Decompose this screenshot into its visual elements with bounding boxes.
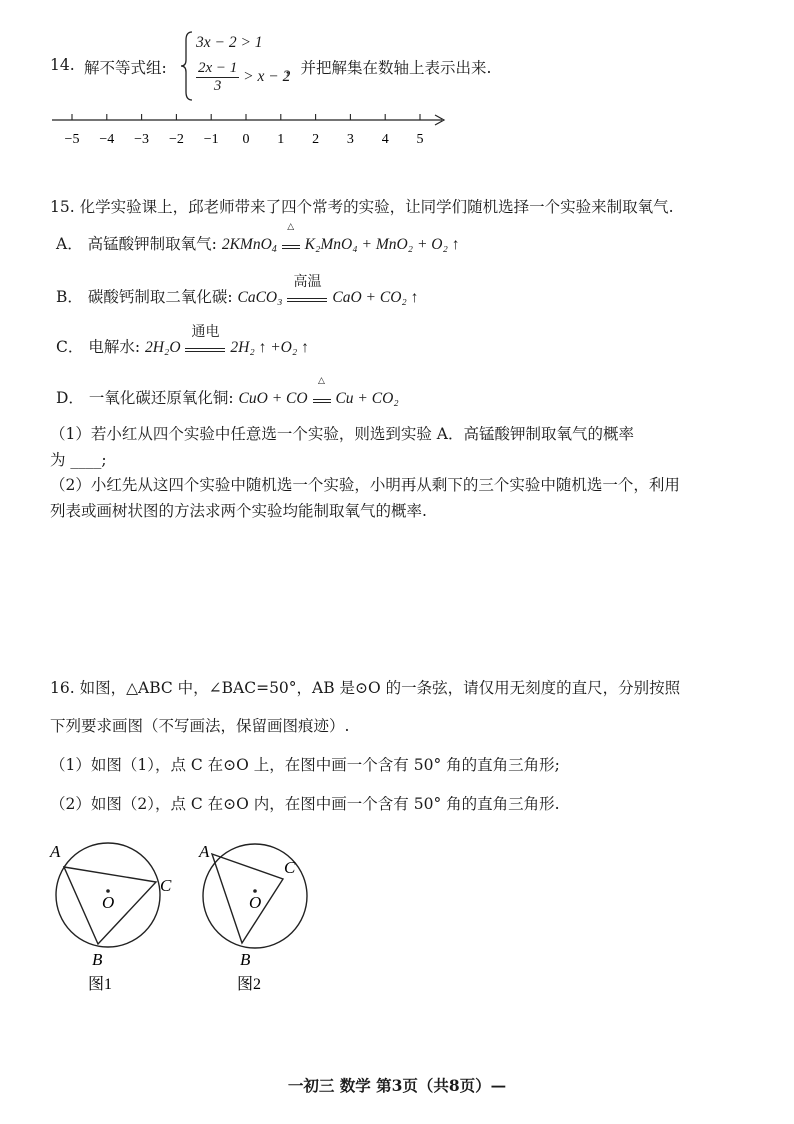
number-line: [50, 110, 450, 150]
q14-ineq2-rest: > x − 2: [243, 68, 291, 86]
triangle-abc: [212, 854, 283, 943]
q14-number: 14.: [50, 56, 75, 74]
q14-tail: ，并把解集在数轴上表示出来.: [285, 59, 492, 77]
option-desc: 碳酸钙制取二氧化碳:: [87, 288, 233, 306]
equation-rhs: 2H₂ ↑ +O₂ ↑: [230, 339, 309, 356]
axis-tick-label: 3: [346, 132, 354, 147]
equation-lhs: CuO + CO: [238, 390, 308, 407]
q15-option-d: [56, 376, 399, 408]
axis-tick-label: −5: [64, 132, 80, 147]
option-letter: B．: [56, 288, 83, 306]
equation-rhs: Cu + CO₂: [335, 390, 399, 407]
condition-label: 高温: [293, 274, 322, 290]
brace-icon: [180, 30, 194, 102]
condition-label: 通电: [191, 324, 220, 340]
q15-stem: 15. 化学实验课上，邱老师带来了四个常考的实验，让同学们随机选择一个实验来制取氧气.: [50, 198, 674, 216]
option-letter: A．: [56, 235, 83, 253]
q16-part1: （1）如图（1），点 C 在⊙O 上，在图中画一个含有 50° 角的直角三角形;: [50, 756, 560, 774]
q14-ineq2: [196, 60, 290, 95]
label-c: C: [160, 876, 172, 895]
q16-line1: 16. 如图，△ABC 中，∠BAC=50°，AB 是⊙O 的一条弦，请仅用无刻度的直尺，分别按照: [50, 679, 681, 697]
axis-tick-label: −1: [203, 132, 219, 147]
q16-line2: 下列要求画图（不写画法，保留画图痕迹）.: [50, 717, 350, 735]
figure-2: [185, 835, 335, 1000]
axis-tick-label: −4: [99, 132, 115, 147]
option-letter: C．: [56, 338, 84, 356]
q15-option-a: A． 高锰酸钾制取氧气: 2KMnO$_4$ △ K₂MnO₄ + MnO₂ + O₂ ↑: [56, 222, 460, 255]
q14-lead: 解不等式组:: [84, 59, 167, 77]
q14-ineq2-den: 3: [213, 78, 222, 94]
option-desc: 一氧化碳还原氧化铜:: [88, 389, 234, 407]
q14-ineq1: 3x − 2 > 1: [196, 34, 263, 51]
condition-label: △: [318, 376, 325, 386]
axis-tick-label: 1: [277, 132, 285, 147]
equation-rhs: CaO + CO₂ ↑: [332, 289, 419, 306]
equation-lhs: 2H₂O: [144, 339, 181, 356]
option-desc: 高锰酸钾制取氧气:: [87, 235, 217, 253]
equation-lhs: CaCO₃: [237, 289, 283, 306]
label-b: B: [92, 950, 103, 969]
label-b: B: [240, 950, 251, 969]
caption: 图1: [88, 976, 113, 993]
equation-lhs: 2KMnO: [221, 236, 272, 253]
axis-tick-label: 0: [242, 132, 250, 147]
option-desc: 电解水:: [88, 338, 141, 356]
axis-tick-label: 4: [381, 132, 389, 147]
label-a: A: [199, 842, 210, 861]
figure-1: [40, 835, 190, 1000]
q14-ineq2-num: 2x − 1: [198, 60, 238, 76]
q15-part1-line2: 为 ____;: [50, 451, 107, 469]
axis-tick-label: −2: [168, 132, 184, 147]
q15-part2-line2: 列表或画树状图的方法求两个实验均能制取氧气的概率.: [50, 502, 427, 520]
caption: 图2: [237, 976, 262, 993]
axis-tick-label: 5: [416, 132, 424, 147]
q16-part2: （2）如图（2），点 C 在⊙O 内，在图中画一个含有 50° 角的直角三角形.: [50, 795, 560, 813]
condition-label: △: [287, 222, 295, 232]
label-c: C: [284, 858, 296, 877]
equation-rhs: K₂MnO₄ + MnO₂ + O₂ ↑: [304, 236, 460, 253]
option-letter: D．: [56, 389, 84, 407]
q15-option-c: [56, 324, 309, 357]
q14-system: [180, 30, 290, 102]
axis-tick-label: 2: [312, 132, 320, 147]
q15-option-b: [56, 274, 419, 307]
q15-part2-line1: （2）小红先从这四个实验中随机选一个实验，小明再从剩下的三个实验中随机选一个，利用: [50, 476, 680, 494]
label-o: O: [249, 893, 262, 912]
page-footer: 一初三 数学 第3页（共8页）—: [287, 1076, 507, 1095]
label-o: O: [102, 893, 115, 912]
label-a: A: [50, 842, 61, 861]
q15-part1-line1: （1）若小红从四个实验中任意选一个实验，则选到实验 A．高锰酸钾制取氧气的概率: [50, 425, 634, 443]
axis-tick-label: −3: [134, 132, 150, 147]
